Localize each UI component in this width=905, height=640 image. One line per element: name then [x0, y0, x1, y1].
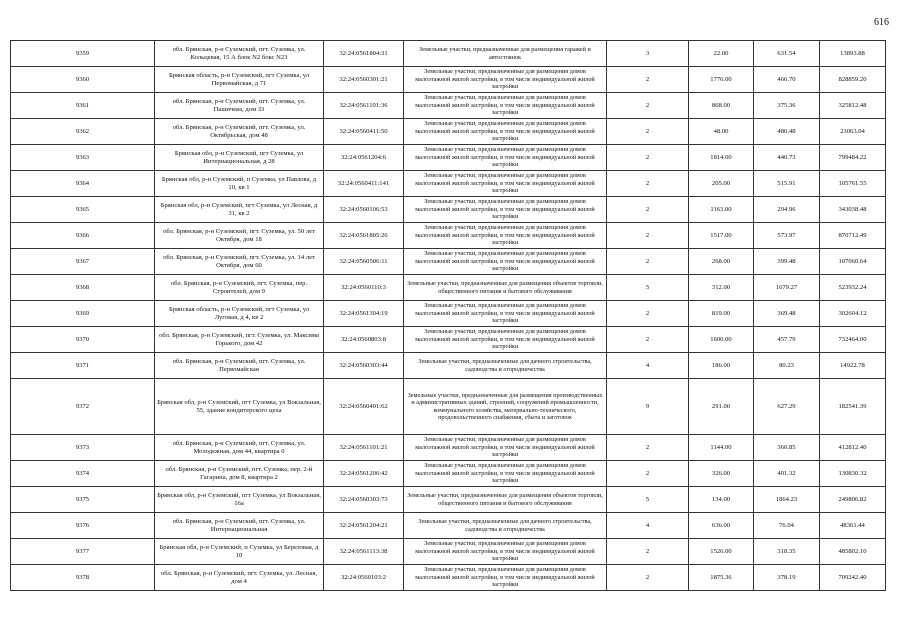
cadastral-number-cell: 32:24:0560106:53: [324, 197, 404, 223]
use-group-cell: 2: [607, 145, 689, 171]
land-use-cell: Земельные участки, предназначенные для размещения домов малоэтажной жилой застройки, в том числе индивидуальной жилой застройки: [404, 539, 607, 565]
table-row: [11, 41, 886, 67]
table-row: [11, 353, 886, 379]
area-cell: 1814.00: [689, 145, 754, 171]
row-number-cell: 9377: [11, 539, 155, 565]
cadastral-number-cell: 32:24:0561101:36: [324, 93, 404, 119]
land-use-cell: Земельные участки, предназначенные для размещения домов малоэтажной жилой застройки, в том числе индивидуальной жилой застройки: [404, 327, 607, 353]
specific-value-cell: 369.48: [754, 301, 820, 327]
table-row: [11, 513, 886, 539]
area-cell: 326.00: [689, 461, 754, 487]
row-number-cell: 9374: [11, 461, 155, 487]
use-group-cell: 2: [607, 539, 689, 565]
address-cell: обл. Брянская, р-н Суземский, пгт. Суземка, ул. Интернациональная: [155, 513, 324, 539]
cadastral-value-cell: 799484.22: [820, 145, 886, 171]
area-cell: 291.00: [689, 379, 754, 435]
land-use-cell: Земельные участки, предназначенные для размещения домов малоэтажной жилой застройки, в том числе индивидуальной жилой застройки: [404, 119, 607, 145]
row-number-cell: 9378: [11, 565, 155, 591]
address-cell: Брянская обл, р-н Суземский, пгт Суземка, ул Вокзальная, 16а: [155, 487, 324, 513]
cadastral-value-cell: 130830.32: [820, 461, 886, 487]
row-number-cell: 9375: [11, 487, 155, 513]
area-cell: 868.00: [689, 93, 754, 119]
specific-value-cell: 627.29: [754, 379, 820, 435]
table-row: [11, 249, 886, 275]
cadastral-value-cell: 523932.24: [820, 275, 886, 301]
area-cell: 186.00: [689, 353, 754, 379]
land-use-cell: Земельные участки, предназначенные для размещения объектов торговли, общественного питания и бытового обслуживания: [404, 275, 607, 301]
land-use-cell: Земельные участки, предназначенные для размещения домов малоэтажной жилой застройки, в том числе индивидуальной жилой застройки: [404, 435, 607, 461]
table-body: [11, 41, 886, 591]
cadastral-value-cell: 105761.55: [820, 171, 886, 197]
cadastral-value-cell: 302604.12: [820, 301, 886, 327]
use-group-cell: 4: [607, 353, 689, 379]
table-row: [11, 145, 886, 171]
use-group-cell: 2: [607, 565, 689, 591]
address-cell: обл. Брянская, р-н Суземский, пгт. Суземка, пер. 2-й Гагарина, дом 8, квартира 2: [155, 461, 324, 487]
row-number-cell: 9362: [11, 119, 155, 145]
specific-value-cell: 457.79: [754, 327, 820, 353]
table-row: [11, 93, 886, 119]
table-row: [11, 539, 886, 565]
table-row: [11, 327, 886, 353]
cadastral-number-cell: 32:24:0560303:44: [324, 353, 404, 379]
address-cell: обл. Брянская, р-н Суземский, пгт. Суземка, ул. Первомайская: [155, 353, 324, 379]
specific-value-cell: 318.35: [754, 539, 820, 565]
row-number-cell: 9363: [11, 145, 155, 171]
row-number-cell: 9366: [11, 223, 155, 249]
address-cell: обл. Брянская, р-н Суземский, пгт. Суземка, ул. Пашичева, дом 33: [155, 93, 324, 119]
row-number-cell: 9371: [11, 353, 155, 379]
specific-value-cell: 573.97: [754, 223, 820, 249]
address-cell: обл. Брянская, р-н Суземский, пгт. Суземка, ул. Октябрьская, дом 48: [155, 119, 324, 145]
area-cell: 205.00: [689, 171, 754, 197]
table-row: [11, 119, 886, 145]
use-group-cell: 2: [607, 119, 689, 145]
area-cell: 22.00: [689, 41, 754, 67]
table-row: [11, 223, 886, 249]
use-group-cell: 3: [607, 41, 689, 67]
use-group-cell: 2: [607, 301, 689, 327]
specific-value-cell: 80.23: [754, 353, 820, 379]
specific-value-cell: 76.04: [754, 513, 820, 539]
table-row: [11, 487, 886, 513]
address-cell: обл. Брянская, р-н Суземский, пгт. Суземка, ул. 50 лет Октября, дом 18: [155, 223, 324, 249]
cadastral-value-cell: 23063.04: [820, 119, 886, 145]
specific-value-cell: 631.54: [754, 41, 820, 67]
table-row: [11, 275, 886, 301]
cadastral-value-cell: 870712.49: [820, 223, 886, 249]
row-number-cell: 9369: [11, 301, 155, 327]
address-cell: обл. Брянская, р-н Суземский, пгт. Суземка, ул. Кольцевая, 15 А блок N2 бокс N23: [155, 41, 324, 67]
specific-value-cell: 1679.27: [754, 275, 820, 301]
address-cell: Брянская обл, р-н Суземский, п Суземка, ул Березовая, д 10: [155, 539, 324, 565]
row-number-cell: 9372: [11, 379, 155, 435]
cadastral-number-cell: 32:24:0560103:2: [324, 565, 404, 591]
use-group-cell: 2: [607, 461, 689, 487]
area-cell: 48.00: [689, 119, 754, 145]
cadastral-number-cell: 32:24:0561804:31: [324, 41, 404, 67]
area-cell: 268.00: [689, 249, 754, 275]
address-cell: обл. Брянская, р-н Суземский, пгт. Суземка, ул. Молодежная, дом 44, квартира 0: [155, 435, 324, 461]
specific-value-cell: 378.19: [754, 565, 820, 591]
table-row: [11, 67, 886, 93]
address-cell: обл. Брянская, р-н Суземский, пгт. Суземка, ул. Лесная, дом 4: [155, 565, 324, 591]
address-cell: Брянская обл, р-н Суземский, пгт Суземка, ул Вокзальная, 55, здание кондитерского цеха: [155, 379, 324, 435]
table-row: [11, 565, 886, 591]
cadastral-number-cell: 32:24:0560401:62: [324, 379, 404, 435]
land-use-cell: Земельные участки, предназначенные для размещения домов малоэтажной жилой застройки, в том числе индивидуальной жилой застройки: [404, 145, 607, 171]
area-cell: 1600.00: [689, 327, 754, 353]
row-number-cell: 9376: [11, 513, 155, 539]
area-cell: 1163.00: [689, 197, 754, 223]
cadastral-number-cell: 32:24:0560301:21: [324, 67, 404, 93]
specific-value-cell: 294.96: [754, 197, 820, 223]
cadastral-value-cell: 14922.78: [820, 353, 886, 379]
specific-value-cell: 1864.23: [754, 487, 820, 513]
row-number-cell: 9370: [11, 327, 155, 353]
page-number: 616: [874, 17, 889, 28]
use-group-cell: 5: [607, 275, 689, 301]
specific-value-cell: 399.48: [754, 249, 820, 275]
cadastral-value-cell: 48361.44: [820, 513, 886, 539]
area-cell: 1517.00: [689, 223, 754, 249]
table-row: [11, 379, 886, 435]
land-use-cell: Земельные участки, предназначенные для размещения домов малоэтажной жилой застройки, в том числе индивидуальной жилой застройки: [404, 301, 607, 327]
cadastral-number-cell: 32:24:0561805:26: [324, 223, 404, 249]
cadastral-value-cell: 412812.40: [820, 435, 886, 461]
address-cell: обл. Брянская, р-н Суземский, пгт. Суземка, ул. 14 лет Октября, дом 60: [155, 249, 324, 275]
use-group-cell: 2: [607, 223, 689, 249]
row-number-cell: 9364: [11, 171, 155, 197]
address-cell: обл. Брянская, р-н Суземский, пгт. Суземка, ул. Максима Горького, дом 42: [155, 327, 324, 353]
cadastral-value-cell: 13893.88: [820, 41, 886, 67]
use-group-cell: 2: [607, 171, 689, 197]
area-cell: 1144.00: [689, 435, 754, 461]
land-use-cell: Земельные участки, предназначенные для дачного строительства, садоводства и огородничества: [404, 513, 607, 539]
use-group-cell: 2: [607, 67, 689, 93]
use-group-cell: 2: [607, 197, 689, 223]
specific-value-cell: 360.85: [754, 435, 820, 461]
land-use-cell: Земельные участки, предназначенные для размещения домов малоэтажной жилой застройки, в том числе индивидуальной жилой застройки: [404, 565, 607, 591]
specific-value-cell: 466.70: [754, 67, 820, 93]
use-group-cell: 2: [607, 435, 689, 461]
specific-value-cell: 401.32: [754, 461, 820, 487]
use-group-cell: 2: [607, 327, 689, 353]
area-cell: 819.00: [689, 301, 754, 327]
use-group-cell: 2: [607, 93, 689, 119]
row-number-cell: 9367: [11, 249, 155, 275]
cadastral-number-cell: 32:24:0561304:19: [324, 301, 404, 327]
area-cell: 134.00: [689, 487, 754, 513]
address-cell: обл. Брянская, р-н Суземский, пгт. Суземка, пер. Строителей, дом 9: [155, 275, 324, 301]
table-row: [11, 435, 886, 461]
row-number-cell: 9373: [11, 435, 155, 461]
cadastral-number-cell: 32:24:0561113:38: [324, 539, 404, 565]
cadastral-value-cell: 182541.39: [820, 379, 886, 435]
cadastral-value-table: [10, 40, 886, 591]
table-row: [11, 461, 886, 487]
cadastral-value-cell: 107060.64: [820, 249, 886, 275]
address-cell: Брянская область, р-н Суземский, пгт Суземка, ул Луговая, д 4, кв 2: [155, 301, 324, 327]
row-number-cell: 9361: [11, 93, 155, 119]
cadastral-value-cell: 325812.48: [820, 93, 886, 119]
address-cell: Брянская обл, р-н Суземский, пгт Суземка, ул Лесная, д 31, кв 2: [155, 197, 324, 223]
table-row: [11, 301, 886, 327]
specific-value-cell: 375.36: [754, 93, 820, 119]
land-use-cell: Земельные участки, предназначенные для размещения производственных и административных зданий, строений, сооружений промышленности, коммунального хозяйства, материально-технического, продовольственного снабжения, сбыта и заготовок: [404, 379, 607, 435]
land-use-cell: Земельные участки, предназначенные для размещения домов малоэтажной жилой застройки, в том числе индивидуальной жилой застройки: [404, 223, 607, 249]
use-group-cell: 5: [607, 487, 689, 513]
land-use-cell: Земельные участки, предназначенные для размещения домов малоэтажной жилой застройки, в том числе индивидуальной жилой застройки: [404, 93, 607, 119]
cadastral-number-cell: 32:24:0561204:6: [324, 145, 404, 171]
area-cell: 1526.00: [689, 539, 754, 565]
specific-value-cell: 480.48: [754, 119, 820, 145]
land-use-cell: Земельные участки, предназначенные для размещения домов малоэтажной жилой застройки, в том числе индивидуальной жилой застройки: [404, 171, 607, 197]
use-group-cell: 9: [607, 379, 689, 435]
table-row: [11, 197, 886, 223]
land-use-cell: Земельные участки, предназначенные для размещения домов малоэтажной жилой застройки, в том числе индивидуальной жилой застройки: [404, 249, 607, 275]
area-cell: 636.00: [689, 513, 754, 539]
specific-value-cell: 440.73: [754, 145, 820, 171]
address-cell: Брянская обл, р-н Суземский, пгт Суземка, ул Интернациональная, д 28: [155, 145, 324, 171]
cadastral-value-cell: 249806.82: [820, 487, 886, 513]
cadastral-value-cell: 343038.48: [820, 197, 886, 223]
cadastral-number-cell: 32:24:0561206:42: [324, 461, 404, 487]
cadastral-value-cell: 485802.10: [820, 539, 886, 565]
row-number-cell: 9360: [11, 67, 155, 93]
cadastral-number-cell: 32:24:0560110:3: [324, 275, 404, 301]
cadastral-number-cell: 32:24:0560411:50: [324, 119, 404, 145]
land-use-cell: Земельные участки, предназначенные для дачного строительства, садоводства и огородничества: [404, 353, 607, 379]
land-use-cell: Земельные участки, предназначенные для размещения домов малоэтажной жилой застройки, в том числе индивидуальной жилой застройки: [404, 197, 607, 223]
land-use-cell: Земельные участки, предназначенные для размещения домов малоэтажной жилой застройки, в том числе индивидуальной жилой застройки: [404, 67, 607, 93]
cadastral-value-cell: 732464.00: [820, 327, 886, 353]
area-cell: 1776.00: [689, 67, 754, 93]
cadastral-number-cell: 32:24:0561204:21: [324, 513, 404, 539]
cadastral-number-cell: 32:24:0560803:8: [324, 327, 404, 353]
address-cell: Брянская обл, р-н Суземский, п Суземка, ул Павлова, д 10, кв 1: [155, 171, 324, 197]
use-group-cell: 4: [607, 513, 689, 539]
cadastral-number-cell: 32:24:0560506:11: [324, 249, 404, 275]
address-cell: Брянская область, р-н Суземский, пгт Суземка, ул Первомайская, д 71: [155, 67, 324, 93]
row-number-cell: 9368: [11, 275, 155, 301]
table-row: [11, 171, 886, 197]
cadastral-number-cell: 32:24:0561101:21: [324, 435, 404, 461]
cadastral-value-cell: 828859.20: [820, 67, 886, 93]
land-use-cell: Земельные участки, предназначенные для размещения домов малоэтажной жилой застройки, в том числе индивидуальной жилой застройки: [404, 461, 607, 487]
land-use-cell: Земельные участки, предназначенные для размещения объектов торговли, общественного питания и бытового обслуживания: [404, 487, 607, 513]
row-number-cell: 9365: [11, 197, 155, 223]
use-group-cell: 2: [607, 249, 689, 275]
cadastral-number-cell: 32:24:0560411:141: [324, 171, 404, 197]
row-number-cell: 9359: [11, 41, 155, 67]
specific-value-cell: 515.91: [754, 171, 820, 197]
area-cell: 1875.36: [689, 565, 754, 591]
land-use-cell: Земельные участки, предназначенные для размещения гаражей и автостоянок: [404, 41, 607, 67]
cadastral-value-cell: 709242.40: [820, 565, 886, 591]
cadastral-number-cell: 32:24:0560303:73: [324, 487, 404, 513]
area-cell: 312.00: [689, 275, 754, 301]
